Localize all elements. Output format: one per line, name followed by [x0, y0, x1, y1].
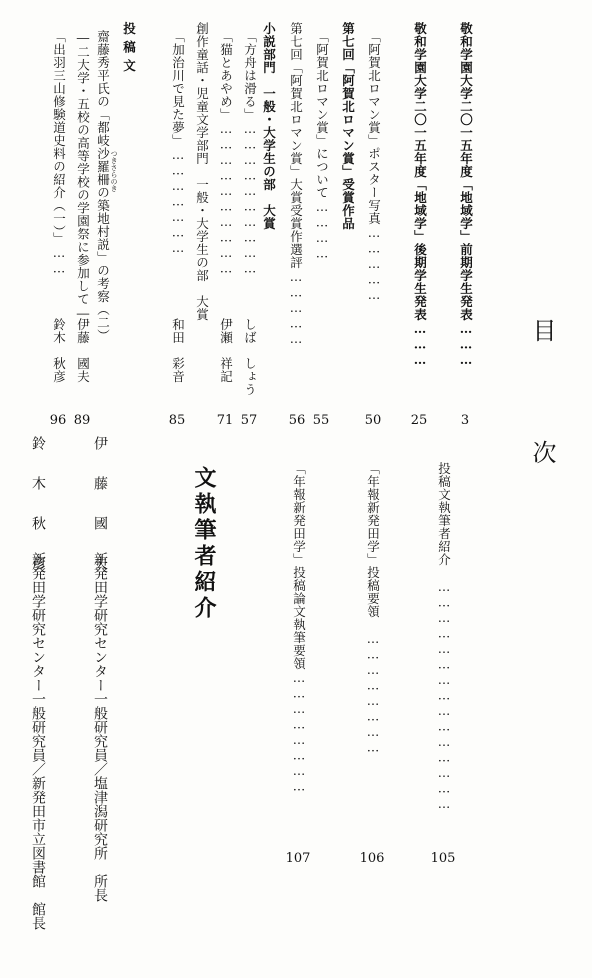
toc-entry-author: 伊瀬 祥記	[218, 318, 234, 383]
toc-entry-author: 和田 彩音	[170, 318, 186, 383]
toc-entry-label: 「方舟は滑る」…………………………	[242, 30, 258, 276]
contributor-desc: 新発田学研究センター一般研究員／塩津潟研究所 所長	[92, 552, 108, 902]
toc-section-label: 投稿文	[121, 22, 137, 78]
toc-entry-page: 85	[168, 413, 186, 428]
toc2-entry-page: 106	[359, 851, 385, 866]
contributor-name: 伊 藤 國 夫	[92, 436, 108, 576]
toc-entry-label: 第七回「阿賀北ロマン賞」大賞受賞作選評……………	[288, 22, 304, 347]
toc-entry-label: 第七回「阿賀北ロマン賞」受賞作品	[340, 22, 356, 230]
toc-entry-label: ―二大学・五校の高等学校の学園祭に参加して―	[75, 30, 91, 321]
page-title-ji: 次	[528, 440, 556, 464]
toc-entry-author: しば しょう	[242, 318, 258, 396]
toc-entry-label: 小説部門 一般・大学生の部 大賞	[261, 22, 277, 230]
toc-entry-author: 鈴木 秋彦	[51, 318, 67, 383]
toc-entry-author: 伊藤 國夫	[75, 318, 91, 383]
toc2-entry-page: 107	[285, 851, 311, 866]
toc-entry-label: 「阿賀北ロマン賞」について…………	[314, 30, 330, 261]
section-title: 文執筆者紹介	[191, 466, 217, 622]
toc2-entry-label: 投稿文執筆者紹介 ………………………………………	[436, 462, 452, 812]
ruby-text: つきさらのき	[110, 150, 118, 192]
toc-entry-page: 50	[364, 413, 382, 428]
toc-entry-page: 96	[49, 413, 67, 428]
toc-entry-page: 55	[312, 413, 330, 428]
toc-entry-page: 25	[410, 413, 428, 428]
toc-entry-page: 71	[216, 413, 234, 428]
toc-entry-page: 3	[460, 413, 470, 428]
toc2-entry-label: 「年報新発田学」投稿要領 ……………………	[365, 462, 381, 755]
toc-entry-label: 敬和学園大学二〇一五年度「地域学」後期学生発表………	[412, 22, 428, 368]
toc-entry-label: 「出羽三山修験道史料の紹介（一）」……	[51, 30, 67, 276]
toc-entry-page: 56	[288, 413, 306, 428]
toc-entry-page: 57	[240, 413, 258, 428]
contributor-name: 鈴 木 秋 彦	[30, 436, 46, 576]
toc-entry-label: 創作童話・児童文学部門 一般・大学生の部 大賞	[194, 22, 210, 321]
toc-entry-label: 「加治川で見た夢」…………………	[170, 30, 186, 256]
toc-entry-page: 89	[73, 413, 91, 428]
page-title-mokuji: 目	[528, 318, 556, 342]
toc-entry-label: 齋藤秀平氏の「都岐沙羅柵の築地村説」の考察（二）	[95, 30, 111, 342]
toc-entry-label: 敬和学園大学二〇一五年度「地域学」前期学生発表………	[458, 22, 474, 368]
contributor-desc: 新発田学研究センター一般研究員／新発田市立図書館 館長	[30, 552, 46, 930]
toc-entry-label: 「阿賀北ロマン賞」ポスター写真……………	[366, 30, 382, 303]
toc2-entry-label: 「年報新発田学」投稿論文執筆要領……………………	[291, 462, 307, 794]
toc2-entry-page: 105	[430, 851, 456, 866]
toc-entry-label: 「猫とあやめ」…………………………	[218, 30, 234, 276]
